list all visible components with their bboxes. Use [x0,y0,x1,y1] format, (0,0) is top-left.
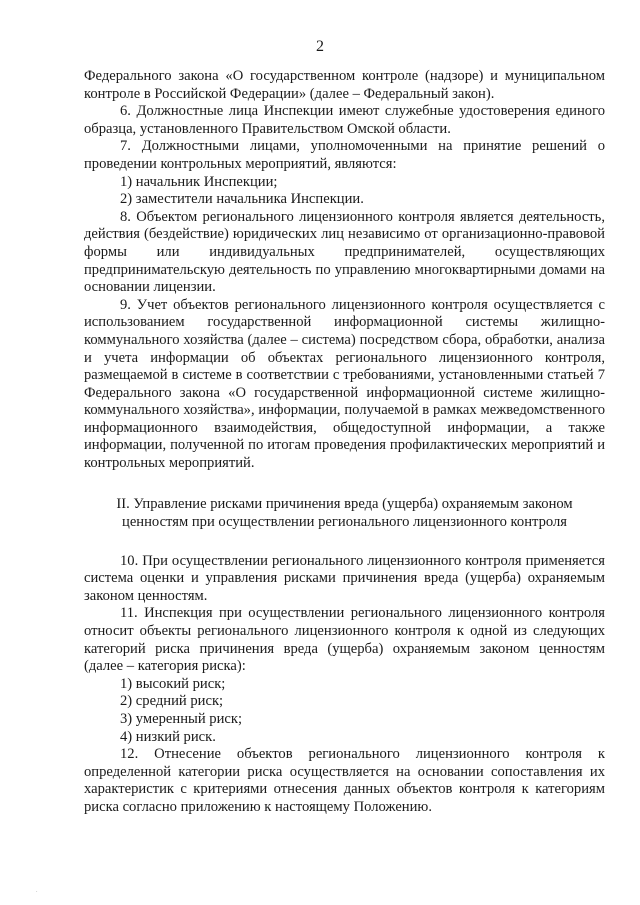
paragraph-continuation: Федерального закона «О государственном контроле (надзоре) и муниципальном контроле в Российской Федерации» (далее – Федеральный закон). [84,68,605,102]
list-item-11-2: 2) средний риск; [120,693,224,710]
paragraph-9: 9. Учет объектов регионального лицензионного контроля осуществляется с использованием государственной информационной системы жилищно-коммунального хозяйства (далее – система) посредством сбора, обработки, анализа и учета информации об объектах регионального лицензионного контроля, размещаемой в системе в соответствии с требованиями, установленными статьей 7 Федерального закона «О государственной информационной системе жилищно-коммунального хозяйства», информации, получаемой в рамках межведомственного информационного взаимодействия, общедоступной информации, а также информации, полученной по итогам проведения профилактических мероприятий и контрольных мероприятий. [84,296,605,472]
document-body [84,68,605,817]
paragraph-7: 7. Должностными лицами, уполномоченными на принятие решений о проведении контрольных мероприятий, являются: [84,138,605,172]
list-item-11-3: 3) умеренный риск; [120,711,243,727]
list-item-7-2: 2) заместители начальника Инспекции. [120,191,364,208]
page-marker: . [36,888,38,894]
paragraph-8: 8. Объектом регионального лицензионного контроля является деятельность, действия (бездействие) юридических лиц независимо от организационно-правовой формы или индивидуальных предпринимателей, осуществляющих предпринимательскую деятельность по управлению многоквартирными домами на основании лицензии. [84,208,605,296]
page-number: 2 [316,38,324,55]
paragraph-10: 10. При осуществлении регионального лицензионного контроля применяется система оценки и управления рисками причинения вреда (ущерба) охраняемым законом ценностям. [84,552,605,604]
paragraph-6: 6. Должностные лица Инспекции имеют служебные удостоверения единого образца, установленного Правительством Омской области. [84,103,605,137]
paragraph-12: 12. Отнесение объектов регионального лицензионного контроля к определенной категории риска осуществляется на основании сопоставления их характеристик с критериями отнесения данных объектов контроля к категориям риска согласно приложению к настоящему Положению. [84,746,605,815]
list-item-11-1: 1) высокий риск; [120,675,226,692]
section-2-heading-line-2: ценностям при осуществлении регионального лицензионного контроля [122,513,567,530]
list-item-11-4: 4) низкий риск. [120,728,216,745]
section-2-heading-line-1: II. Управление рисками причинения вреда (ущерба) охраняемым законом [116,495,573,512]
paragraph-11: 11. Инспекция при осуществлении регионального лицензионного контроля относит объекты регионального лицензионного контроля к одной из следующих категорий риска причинения вреда (ущерба) охраняемым законом ценностям (далее – категория риска): [84,605,605,675]
section-2-heading [84,495,605,531]
list-item-7-1: 1) начальник Инспекции; [120,173,278,190]
